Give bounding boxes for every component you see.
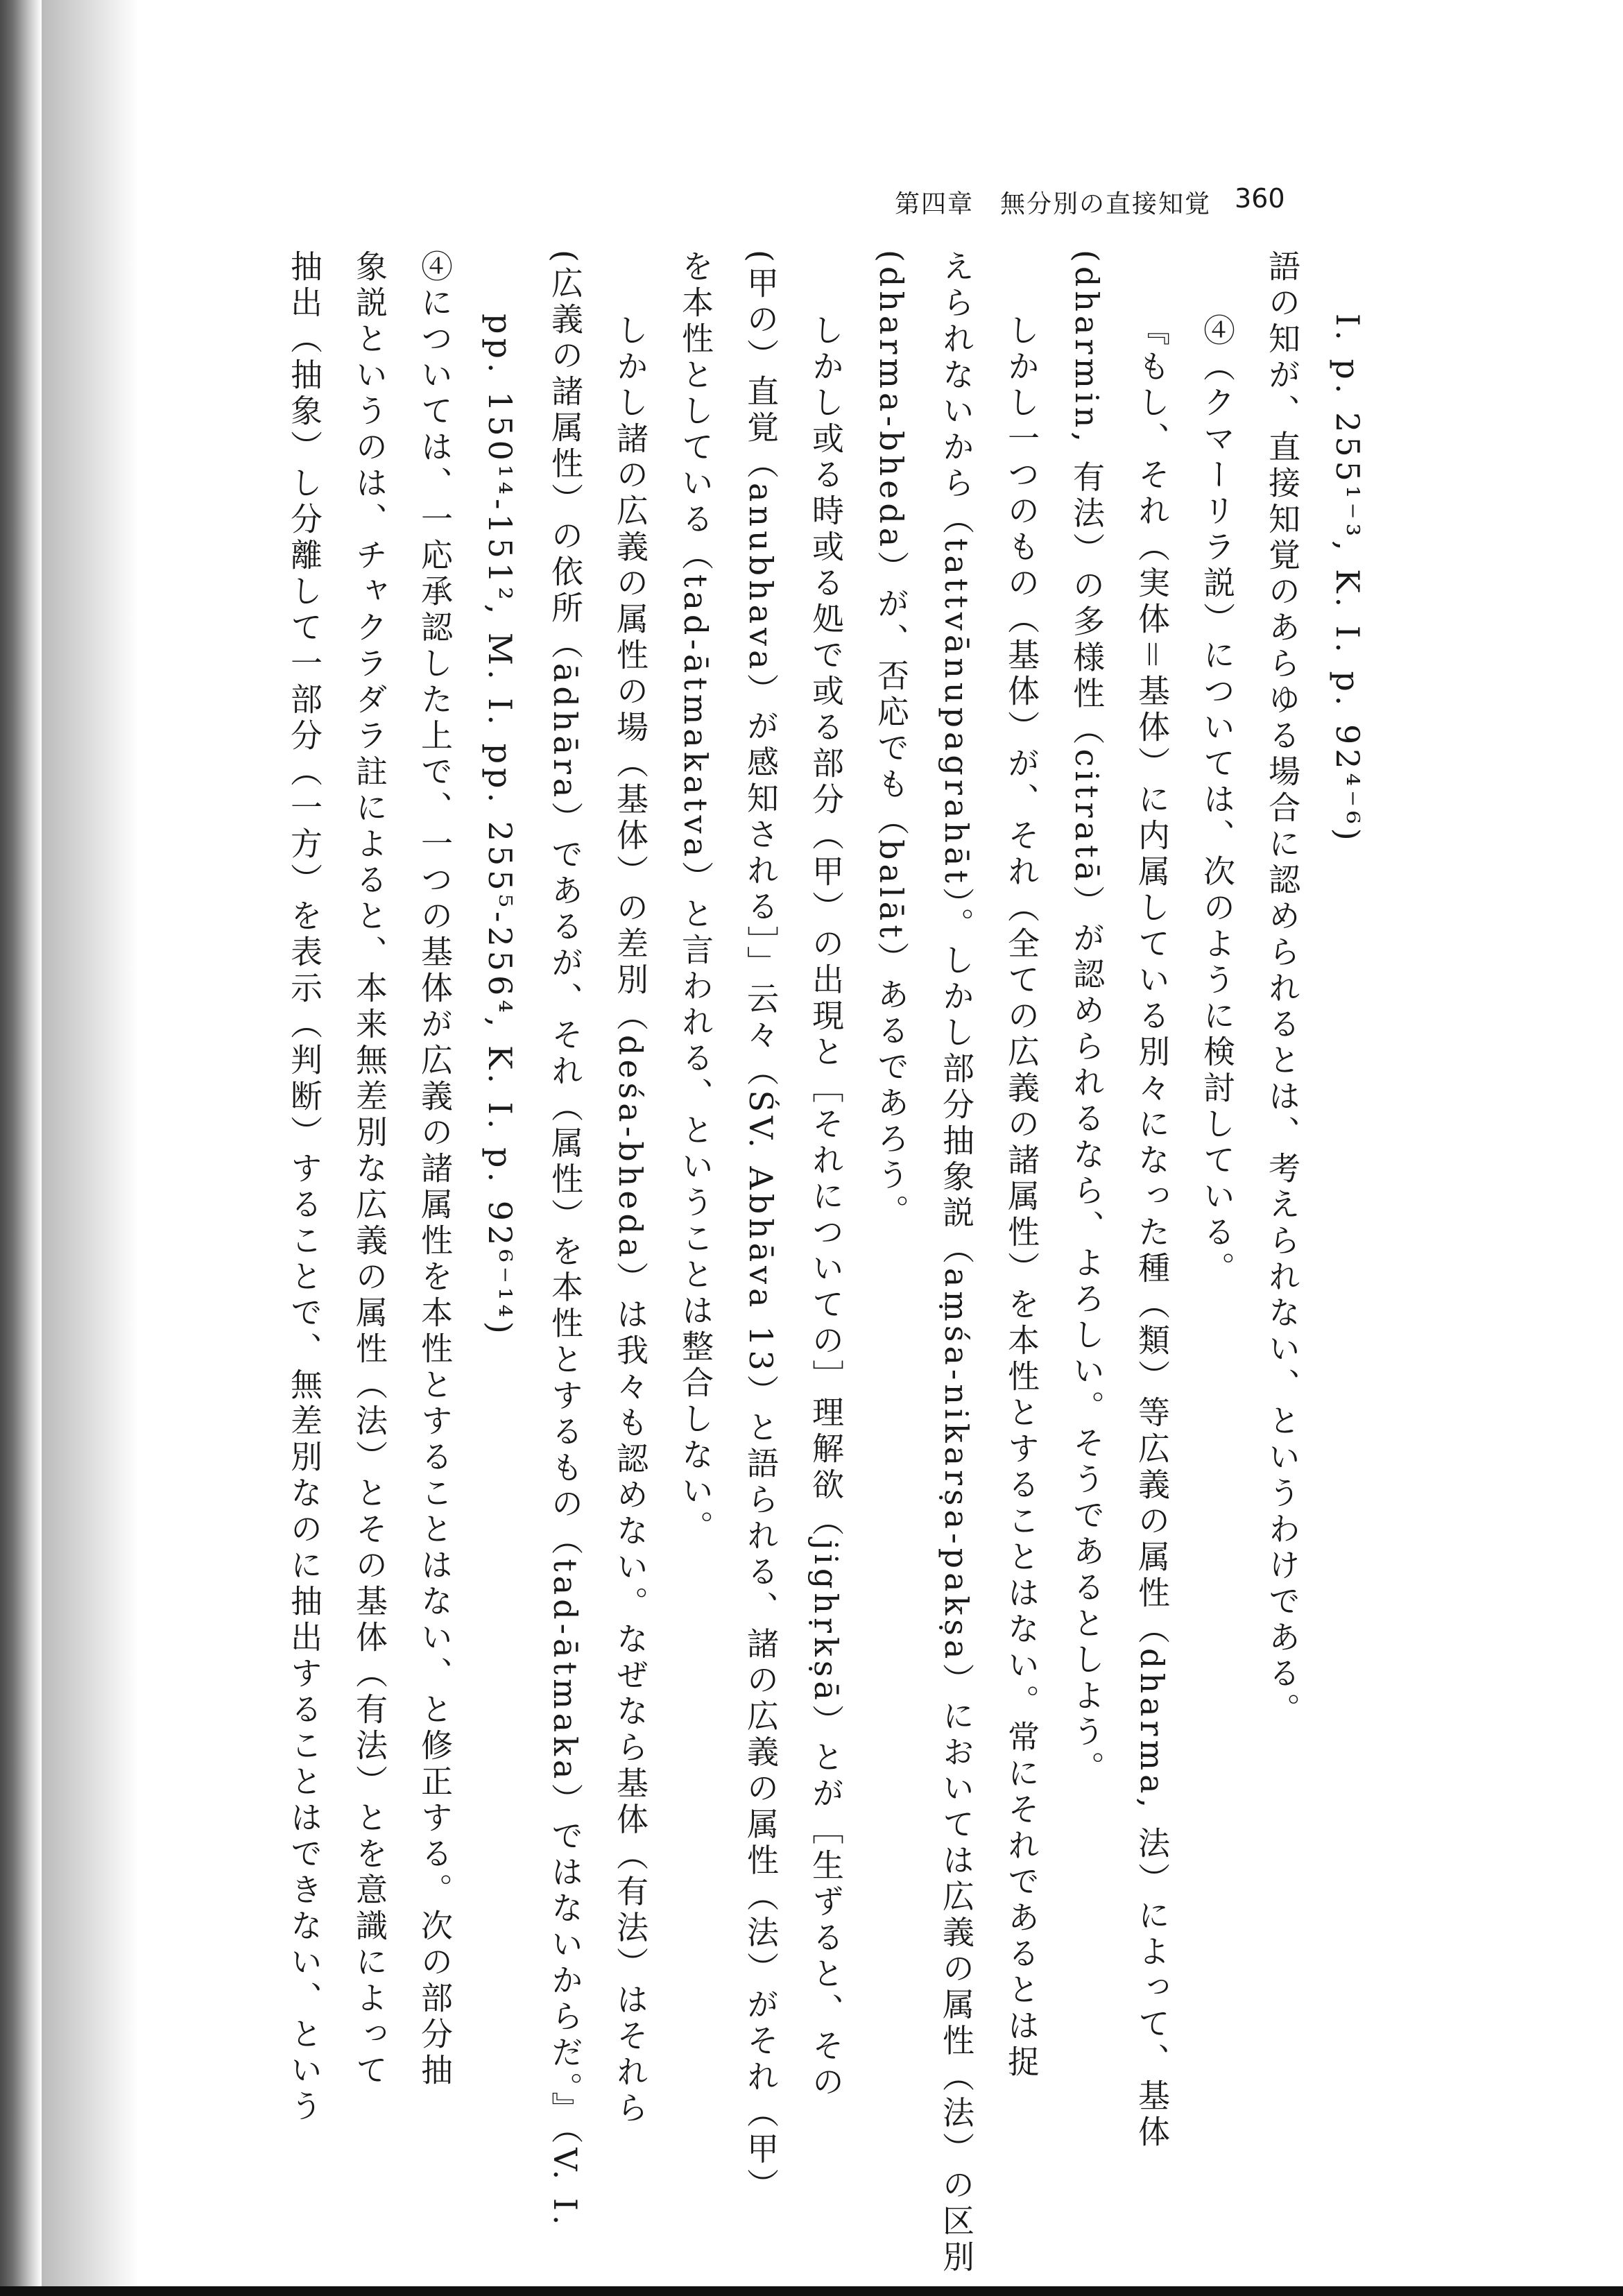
text-line: (dharmin, 有法）の多様性（citratā）が認められるなら、よろしい。そうであるとしよう。 [1068,250,1106,1787]
text-line: 語の知が、直接知覚のあらゆる場合に認められるとは、考えられない、というわけである。 [1264,250,1301,1729]
body-text [187,250,1380,2277]
text-line: 『もし、それ（実体＝基体）に内属している別々になった種（類）等広義の属性（dharma, 法）によって、基体 [1133,314,1171,2151]
text-line: ④（クマーリラ説）については、次のように検討している。 [1199,314,1236,1287]
scan-shadow-left [0,0,42,2296]
text-line: I. p. 255¹⁻³, K. I. p. 92⁴⁻⁶) [1329,314,1366,845]
text-line: 抽出（抽象）し分離して一部分（一方）を表示（判断）することで、無差別なのに抽出することはできない、という [286,250,323,2125]
scan-shadow-gradient [42,0,139,2296]
text-line: しかし一つのもの（基体）が、それ（全ての広義の諸属性）を本性とすることはない。常にそれであるとは捉 [1003,314,1040,2081]
text-line: pp. 150¹⁴-151², M. I. pp. 255⁵-256⁴, K. I. p. 92⁶⁻¹⁴) [481,314,519,1338]
text-line: (広義の諸属性）の依所（ādhāra）であるが、それ（属性）を本性とするもの（tad-ātmaka）ではないからだ。』（V. I. [547,250,584,2229]
text-line: しかし諸の広義の属性の場（基体）の差別（deśa-bheda）は我々も認めない。なぜなら基体（有法）はそれら [612,314,649,2127]
text-line: (dharma-bheda）が、否応でも（balāt）あるであろう。 [873,250,910,1231]
text-line: ④については、一応承認した上で、一つの基体が広義の諸属性を本性とすることはない、と修正する。次の部分抽 [416,250,454,2089]
text-line: (甲の）直覚（anubhava）が感知される］」云々（ŚV. Abhāva 13）と語られる、諸の広義の属性（法）がそれ（甲） [742,250,780,2204]
text-line: を本性としている（tad-ātmakatva）と言われる、ということは整合しない。 [677,250,714,1547]
scan-bottom-border [0,2286,1623,2296]
chapter-title: 第四章 無分別の直接知覚 [895,190,1212,219]
page-number: 360 [1235,183,1285,214]
text-line: しかし或る時或る処で或る部分（甲）の出現と［それについての］理解欲（jighṛkṣā）とが［生ずると、その [807,314,845,2101]
text-line: 象説というのは、チャクラダラ註によると、本来無差別な広義の属性（法）とその基体（有法）とを意識によって [351,250,388,2089]
text-line: えられないから（tattvānupagrahāt）。しかし部分抽象説（aṃśa-nikarṣa-pakṣa）においては広義の属性（法）の区別 [938,250,975,2277]
